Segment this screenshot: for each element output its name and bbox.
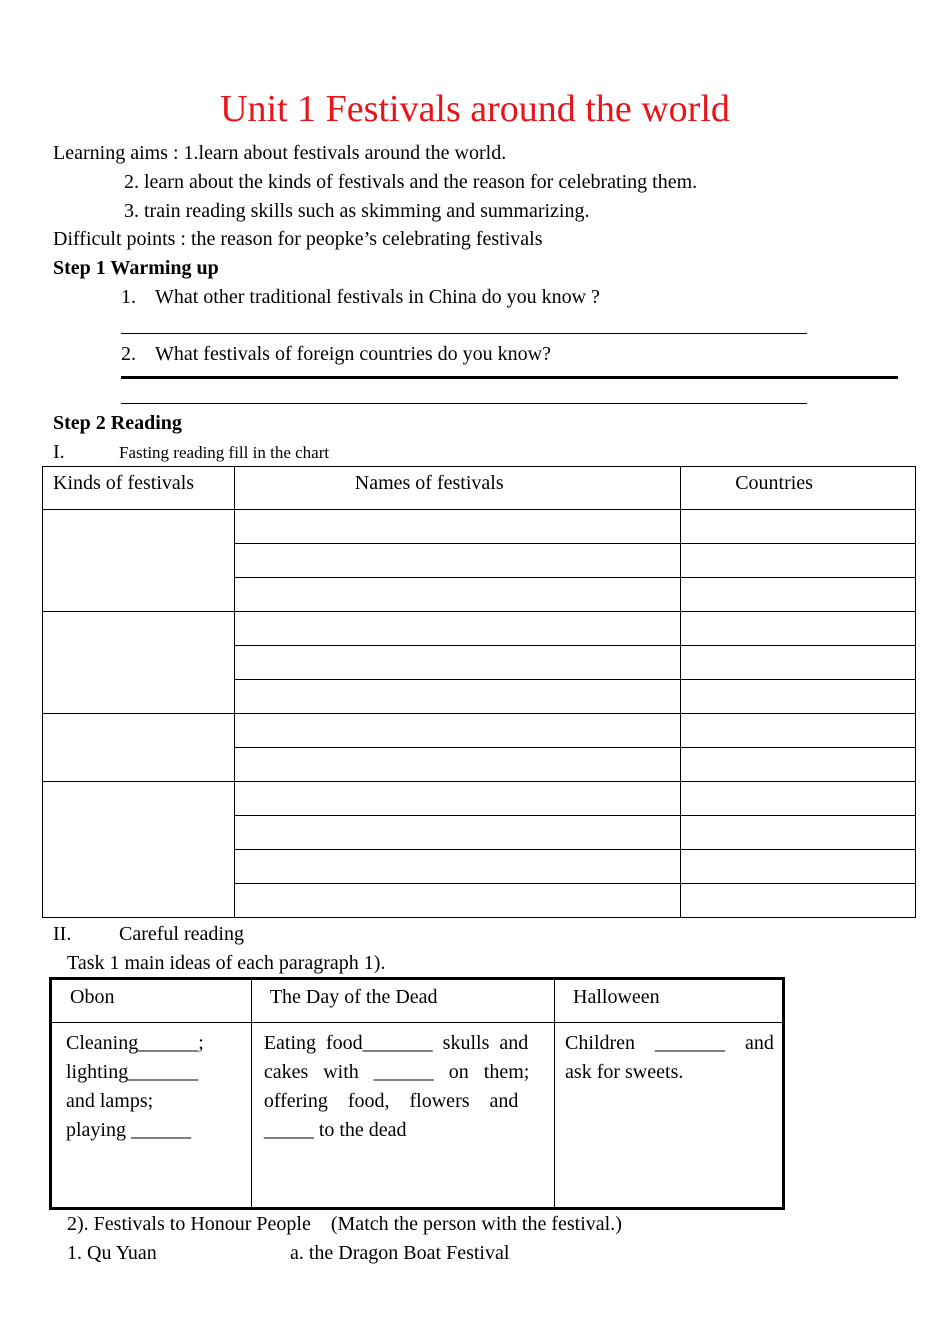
header-day-of-the-dead: The Day of the Dead [251,979,554,1023]
learning-aims-line-1: Learning aims : 1.learn about festivals around the world. [53,142,507,164]
kind-cell[interactable] [43,612,235,714]
country-cell[interactable] [681,680,916,714]
match-festival-a: a. the Dragon Boat Festival [290,1242,510,1264]
name-cell[interactable] [234,680,680,714]
table-row [43,510,916,544]
day-of-the-dead-cell[interactable] [251,1023,554,1209]
answer-line-3[interactable] [121,403,807,404]
answer-line-2[interactable] [121,376,898,379]
chart-header-names: Names of festivals [234,467,680,510]
name-cell[interactable] [234,748,680,782]
part-2-title: Careful reading [119,923,244,945]
country-cell[interactable] [681,646,916,680]
country-cell[interactable] [681,748,916,782]
question-2: What festivals of foreign countries do you know? [155,343,552,365]
part-2-number: II. [53,923,72,945]
main-ideas-table [49,977,785,1210]
step1-heading: Step 1 Warming up [53,257,219,279]
name-cell[interactable] [234,612,680,646]
table-row [43,714,916,748]
name-cell[interactable] [234,714,680,748]
country-cell[interactable] [681,714,916,748]
name-cell[interactable] [234,782,680,816]
chart-header-countries: Countries [681,467,916,510]
country-cell[interactable] [681,850,916,884]
answer-line-1[interactable] [121,333,807,334]
obon-line: and lamps; [66,1090,154,1112]
name-cell[interactable] [234,544,680,578]
page-title: Unit 1 Festivals around the world [220,88,730,130]
obon-cell[interactable] [51,1023,252,1209]
part-1-title: Fasting reading fill in the chart [119,443,330,462]
honour-people-title: 2). Festivals to Honour People (Match the person with the festival.) [67,1213,622,1235]
name-cell[interactable] [234,816,680,850]
country-cell[interactable] [681,612,916,646]
task-1-title: Task 1 main ideas of each paragraph 1). [67,952,386,974]
chart-header-kinds: Kinds of festivals [43,467,235,510]
country-cell[interactable] [681,510,916,544]
name-cell[interactable] [234,578,680,612]
part-1-number: I. [53,441,65,463]
country-cell[interactable] [681,578,916,612]
obon-line: Cleaning______; [66,1032,204,1054]
name-cell[interactable] [234,850,680,884]
dead-line: _____ to the dead [263,1119,407,1141]
name-cell[interactable] [234,884,680,918]
learning-aims-line-2: 2. learn about the kinds of festivals and the reason for celebrating them. [124,171,698,193]
country-cell[interactable] [681,816,916,850]
obon-line: lighting_______ [66,1061,199,1083]
country-cell[interactable] [681,544,916,578]
obon-line: playing ______ [66,1119,191,1141]
dead-line: Eating food_______ skulls and [263,1032,529,1054]
table-row [43,782,916,816]
difficult-points: Difficult points : the reason for peopke’s celebrating festivals [53,228,543,250]
question-1-number: 1. [121,286,136,308]
kind-cell[interactable] [43,714,235,782]
country-cell[interactable] [681,884,916,918]
question-1: What other traditional festivals in China do you know ? [155,286,600,308]
dead-line: offering food, flowers and [263,1090,519,1112]
kind-cell[interactable] [43,782,235,918]
country-cell[interactable] [681,782,916,816]
header-halloween: Halloween [555,979,784,1023]
header-obon: Obon [51,979,252,1023]
halloween-cell[interactable] [555,1023,784,1209]
halloween-line: Children _______ and [565,1032,774,1054]
name-cell[interactable] [234,646,680,680]
question-2-number: 2. [121,343,136,365]
dead-line: cakes with ______ on them; [263,1061,530,1083]
table-row [43,612,916,646]
name-cell[interactable] [234,510,680,544]
kind-cell[interactable] [43,510,235,612]
match-person-1: 1. Qu Yuan [67,1242,157,1264]
step2-heading: Step 2 Reading [53,412,182,434]
learning-aims-line-3: 3. train reading skills such as skimming and summarizing. [124,200,590,222]
halloween-line: ask for sweets. [565,1061,684,1083]
festival-chart [42,466,916,918]
